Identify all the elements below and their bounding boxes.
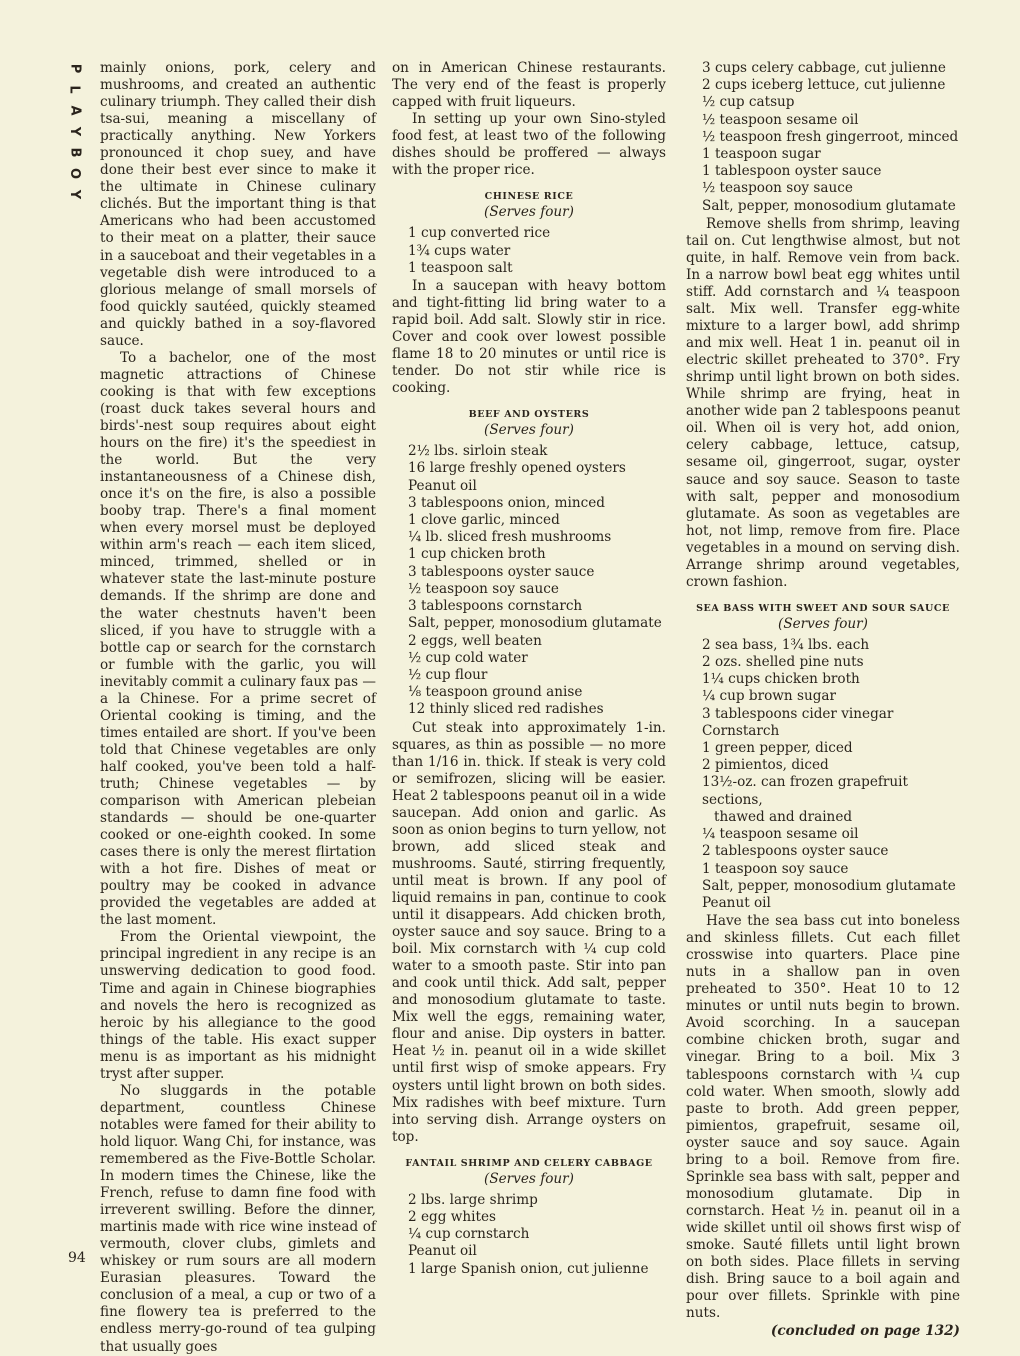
ingredient-item: 3 tablespoons onion, minced (408, 494, 605, 511)
brand-letter: A (67, 105, 83, 117)
ingredient-list (686, 60, 960, 215)
ingredient-item: 2 sea bass, 1¾ lbs. each (702, 636, 870, 653)
ingredient-item: ½ teaspoon soy sauce (408, 580, 559, 597)
ingredient-list (392, 225, 666, 277)
ingredient-item: ¼ lb. sliced fresh mushrooms (408, 529, 612, 546)
ingredient-item: 2 eggs, well beaten (408, 632, 542, 649)
brand-letter: B (67, 147, 83, 159)
recipe-title: SEA BASS WITH SWEET AND SOUR SAUCE (696, 602, 950, 614)
ingredient-item: ½ teaspoon soy sauce (702, 180, 853, 197)
recipe-method: Cut steak into approximately 1-in. squares, as thin as possible — no more than 1/16 in. thick. If steak is very cold or semifrozen, slicing will be easier. Heat 2 tablespoons peanut oil in a wide saucepan. Add onion and garlic. As soon as onion begins to turn yellow, not brown, add sliced steak and mushrooms. Sauté, stirring frequently, until meat is brown. If any pool of liquid remains in pan, continue to cook until it disappears. Add chicken broth, oyster sauce and soy sauce. Bring to a boil. Mix cornstarch with ¼ cup cold water to a smooth paste. Stir into pan and cook until thick. Add salt, pepper and monosodium glutamate to taste. Mix well the eggs, remaining water, flour and anise. Dip oysters in batter. Heat ½ in. peanut oil in a wide skillet until first wisp of smoke appears. Fry oysters until light brown on both sides. Mix radishes with beef mixture. Turn into serving dish. Arrange oysters on top. (392, 719, 666, 1145)
ingredient-item: 1¾ cups water (408, 242, 511, 259)
ingredient-item: 1 cup converted rice (408, 225, 551, 242)
ingredient-item: ½ cup cold water (408, 649, 528, 666)
recipe-title: BEEF AND OYSTERS (468, 409, 590, 421)
ingredient-list (686, 637, 960, 912)
ingredient-item: ½ cup flour (408, 666, 488, 683)
ingredient-item: ¼ teaspoon sesame oil (702, 826, 859, 843)
recipe-method: Have the sea bass cut into boneless and skinless fillets. Cut each fillet crosswise into quarters. Place pine nuts in a shallow pan in oven preheated to 350°. Heat 10 to 12 minutes or until nuts begin to brown. Avoid scorching. In a saucepan combine chicken broth, sugar and vinegar. Bring to a boil. Mix 3 tablespoons cornstarch with ¼ cup cold water. When smooth, slowly add paste to broth. Add green pepper, pimientos, grapefruit, sesame oil, oyster sauce and soy sauce. Again bring to a boil. Remove from fire. Sprinkle sea bass with salt, pepper and monosodium glutamate. Dip in cornstarch. Heat ½ in. peanut oil in a wide skillet until oil shows first wisp of smoke. Sauté fillets until light brown on both sides. Place fillets in serving dish. Bring sauce to a boil again and pour over fillets. Sprinkle with pine nuts. (686, 913, 960, 1322)
article-paragraph: In setting up your own Sino-styled food fest, at least two of the following dishes should be proffered — always with the proper rice. (392, 111, 666, 179)
recipe-serves: (Serves four) (484, 204, 574, 221)
ingredient-item: 2 ozs. shelled pine nuts (702, 654, 864, 671)
ingredient-item: thawed and drained (714, 808, 853, 825)
brand-letter: Y (67, 189, 83, 201)
ingredient-list (392, 1192, 666, 1278)
ingredient-item: 1 large Spanish onion, cut julienne (408, 1260, 649, 1277)
ingredient-item: 1 teaspoon salt (408, 259, 513, 276)
ingredient-item: Salt, pepper, monosodium glutamate (408, 615, 662, 632)
recipe-serves: (Serves four) (484, 1170, 574, 1187)
ingredient-item: 3 tablespoons cornstarch (408, 598, 583, 615)
ingredient-item: 2 egg whites (408, 1208, 496, 1225)
ingredient-item: 2 lbs. large shrimp (408, 1191, 538, 1208)
article-column-2 (392, 60, 666, 1279)
ingredient-item: 1 clove garlic, minced (408, 512, 560, 529)
ingredient-item: ⅛ teaspoon ground anise (408, 684, 583, 701)
ingredient-list (392, 443, 666, 718)
article-paragraph: To a bachelor, one of the most magnetic attractions of Chinese cooking is that with few exceptions (roast duck takes several hours and birds'-nest soup requires about eight hours on the fire) it's the speediest in the world. But the very instantaneousness of a Chinese dish, once it's on the fire, is also a possible booby trap. There's a final moment when every morsel must be deployed within arm's reach — each item sliced, minced, trimmed, shelled or in whatever state the last-minute posture demands. If the shrimp are done and the water chestnuts haven't been sliced, if you have to struggle with a bottle cap or search for the cornstarch or fumble with the garlic, you will inevitably commit a culinary faux pas — a la Chinese. For a prime secret of Oriental cooking is timing, and the times entailed are short. If you've been told that Chinese vegetables are only half cooked, you've been told a half-truth; Chinese vegetables — by comparison with American plebeian standards — should be one-quarter cooked or one-eighth cooked. In some cases there is only the merest flirtation with a hot fire. Dishes of meat or poultry may be cooked in advance provided the vegetables are added at the last moment. (100, 349, 376, 929)
article-paragraph: No sluggards in the potable department, countless Chinese notables were famed for their ability to hold liquor. Wang Chi, for instance, was remembered as the Five-Bottle Scholar. In modern times the Chinese, like the French, refuse to damn fine food with irreverent swilling. Before the dinner, martinis made with rice wine instead of vermouth, clover clubs, gimlets and whiskey or rum sours are all modern Eurasian pleasures. Toward the conclusion of a meal, a cup or two of a fine flowery tea is preferred to the endless merry-go-round of tea gulping that usually goes (100, 1082, 376, 1355)
ingredient-item: ¼ cup cornstarch (408, 1226, 530, 1243)
ingredient-item: 3 cups celery cabbage, cut julienne (702, 60, 946, 76)
recipe-serves: (Serves four) (484, 422, 574, 439)
article-column-3 (686, 60, 960, 1340)
ingredient-item: 13½-oz. can frozen grapefruit sections, (702, 774, 908, 808)
recipe-method: In a saucepan with heavy bottom and tight-fitting lid bring water to a rapid boil. Add salt. Slowly stir in rice. Cover and cook over lowest possible flame 18 to 20 minutes or until rice is tender. Do not stir while rice is cooking. (392, 277, 666, 397)
ingredient-item: 16 large freshly opened oysters (408, 460, 626, 477)
ingredient-item: ½ teaspoon sesame oil (702, 111, 859, 128)
ingredient-item: 2½ lbs. sirloin steak (408, 443, 548, 460)
recipe-title: FANTAIL SHRIMP AND CELERY CABBAGE (405, 1157, 653, 1169)
recipe-title: CHINESE RICE (484, 191, 574, 203)
ingredient-item: Peanut oil (702, 894, 771, 911)
ingredient-item: 3 tablespoons cider vinegar (702, 705, 894, 722)
ingredient-item: 1 tablespoon oyster sauce (702, 163, 882, 180)
ingredient-item: ½ cup catsup (702, 94, 795, 111)
ingredient-item: Salt, pepper, monosodium glutamate (702, 197, 956, 214)
brand-letter: O (67, 167, 83, 181)
brand-letter: Y (67, 126, 83, 138)
ingredient-item: Salt, pepper, monosodium glutamate (702, 877, 956, 894)
ingredient-item: 3 tablespoons oyster sauce (408, 563, 595, 580)
ingredient-item: 1¼ cups chicken broth (702, 671, 860, 688)
ingredient-item: Cornstarch (702, 722, 780, 739)
recipe-serves: (Serves four) (778, 615, 868, 632)
continued-note: (concluded on page 132) (770, 1323, 960, 1340)
ingredient-item: 2 cups iceberg lettuce, cut julienne (702, 77, 946, 94)
ingredient-item: 2 tablespoons oyster sauce (702, 843, 889, 860)
ingredient-item: 2 pimientos, diced (702, 757, 829, 774)
article-paragraph: on in American Chinese restaurants. The very end of the feast is properly capped with fruit liqueurs. (392, 60, 666, 111)
article-paragraph: From the Oriental viewpoint, the principal ingredient in any recipe is an unswerving dedication to good food. Time and again in Chinese biographies and novels the hero is recognized as heroic by his allegiance to the good things of the table. His exact supper menu is as important as his midnight tryst after supper. (100, 929, 376, 1082)
recipe-method: Remove shells from shrimp, leaving tail on. Cut lengthwise almost, but not quite, in half. Remove vein from back. In a narrow bowl beat egg whites until stiff. Add cornstarch and ¼ teaspoon salt. Mix well. Transfer egg-white mixture to a larger bowl, add shrimp and mix well. Heat 1 in. peanut oil in electric skillet preheated to 370°. Fry shrimp until light brown on both sides. While shrimp are frying, heat in another wide pan 2 tablespoons peanut oil. When oil is very hot, add onion, celery cabbage, lettuce, catsup, sesame oil, gingerroot, sugar, oyster sauce and soy sauce. Season to taste with salt, pepper and monosodium glutamate. As soon as vegetables are hot, not limp, remove from fire. Place vegetables in a mound on serving dish. Arrange shrimp around vegetables, crown fashion. (686, 215, 960, 590)
article-column-1 (100, 60, 376, 1356)
ingredient-item: Peanut oil (408, 1243, 477, 1260)
ingredient-item: ¼ cup brown sugar (702, 688, 837, 705)
brand-letter: P (67, 63, 83, 75)
ingredient-item: Peanut oil (408, 477, 477, 494)
ingredient-item: 1 teaspoon sugar (702, 146, 821, 163)
brand-letter: L (67, 85, 83, 95)
article-paragraph: mainly onions, pork, celery and mushrooms, and created an authentic culinary triumph. They called their dish tsa-sui, meaning a miscellany of practically anything. New Yorkers pronounced it chop suey, and have done their best ever since to make it the ultimate in Chinese culinary clichés. But the important thing is that Americans who had been accustomed to their meat on a platter, their sauce in a sauceboat and their vegetables in a vegetable dish were introduced to a glorious melange of small morsels of food quickly sautéed, quickly steamed and quickly bathed in a soy-flavored sauce. (100, 60, 376, 349)
magazine-brand-vertical (67, 62, 83, 202)
ingredient-item: 1 green pepper, diced (702, 740, 853, 757)
ingredient-item: 1 teaspoon soy sauce (702, 860, 849, 877)
page-number: 94 (68, 1250, 86, 1266)
ingredient-item: ½ teaspoon fresh gingerroot, minced (702, 128, 959, 145)
ingredient-item: 1 cup chicken broth (408, 546, 546, 563)
ingredient-item: 12 thinly sliced red radishes (408, 701, 604, 718)
